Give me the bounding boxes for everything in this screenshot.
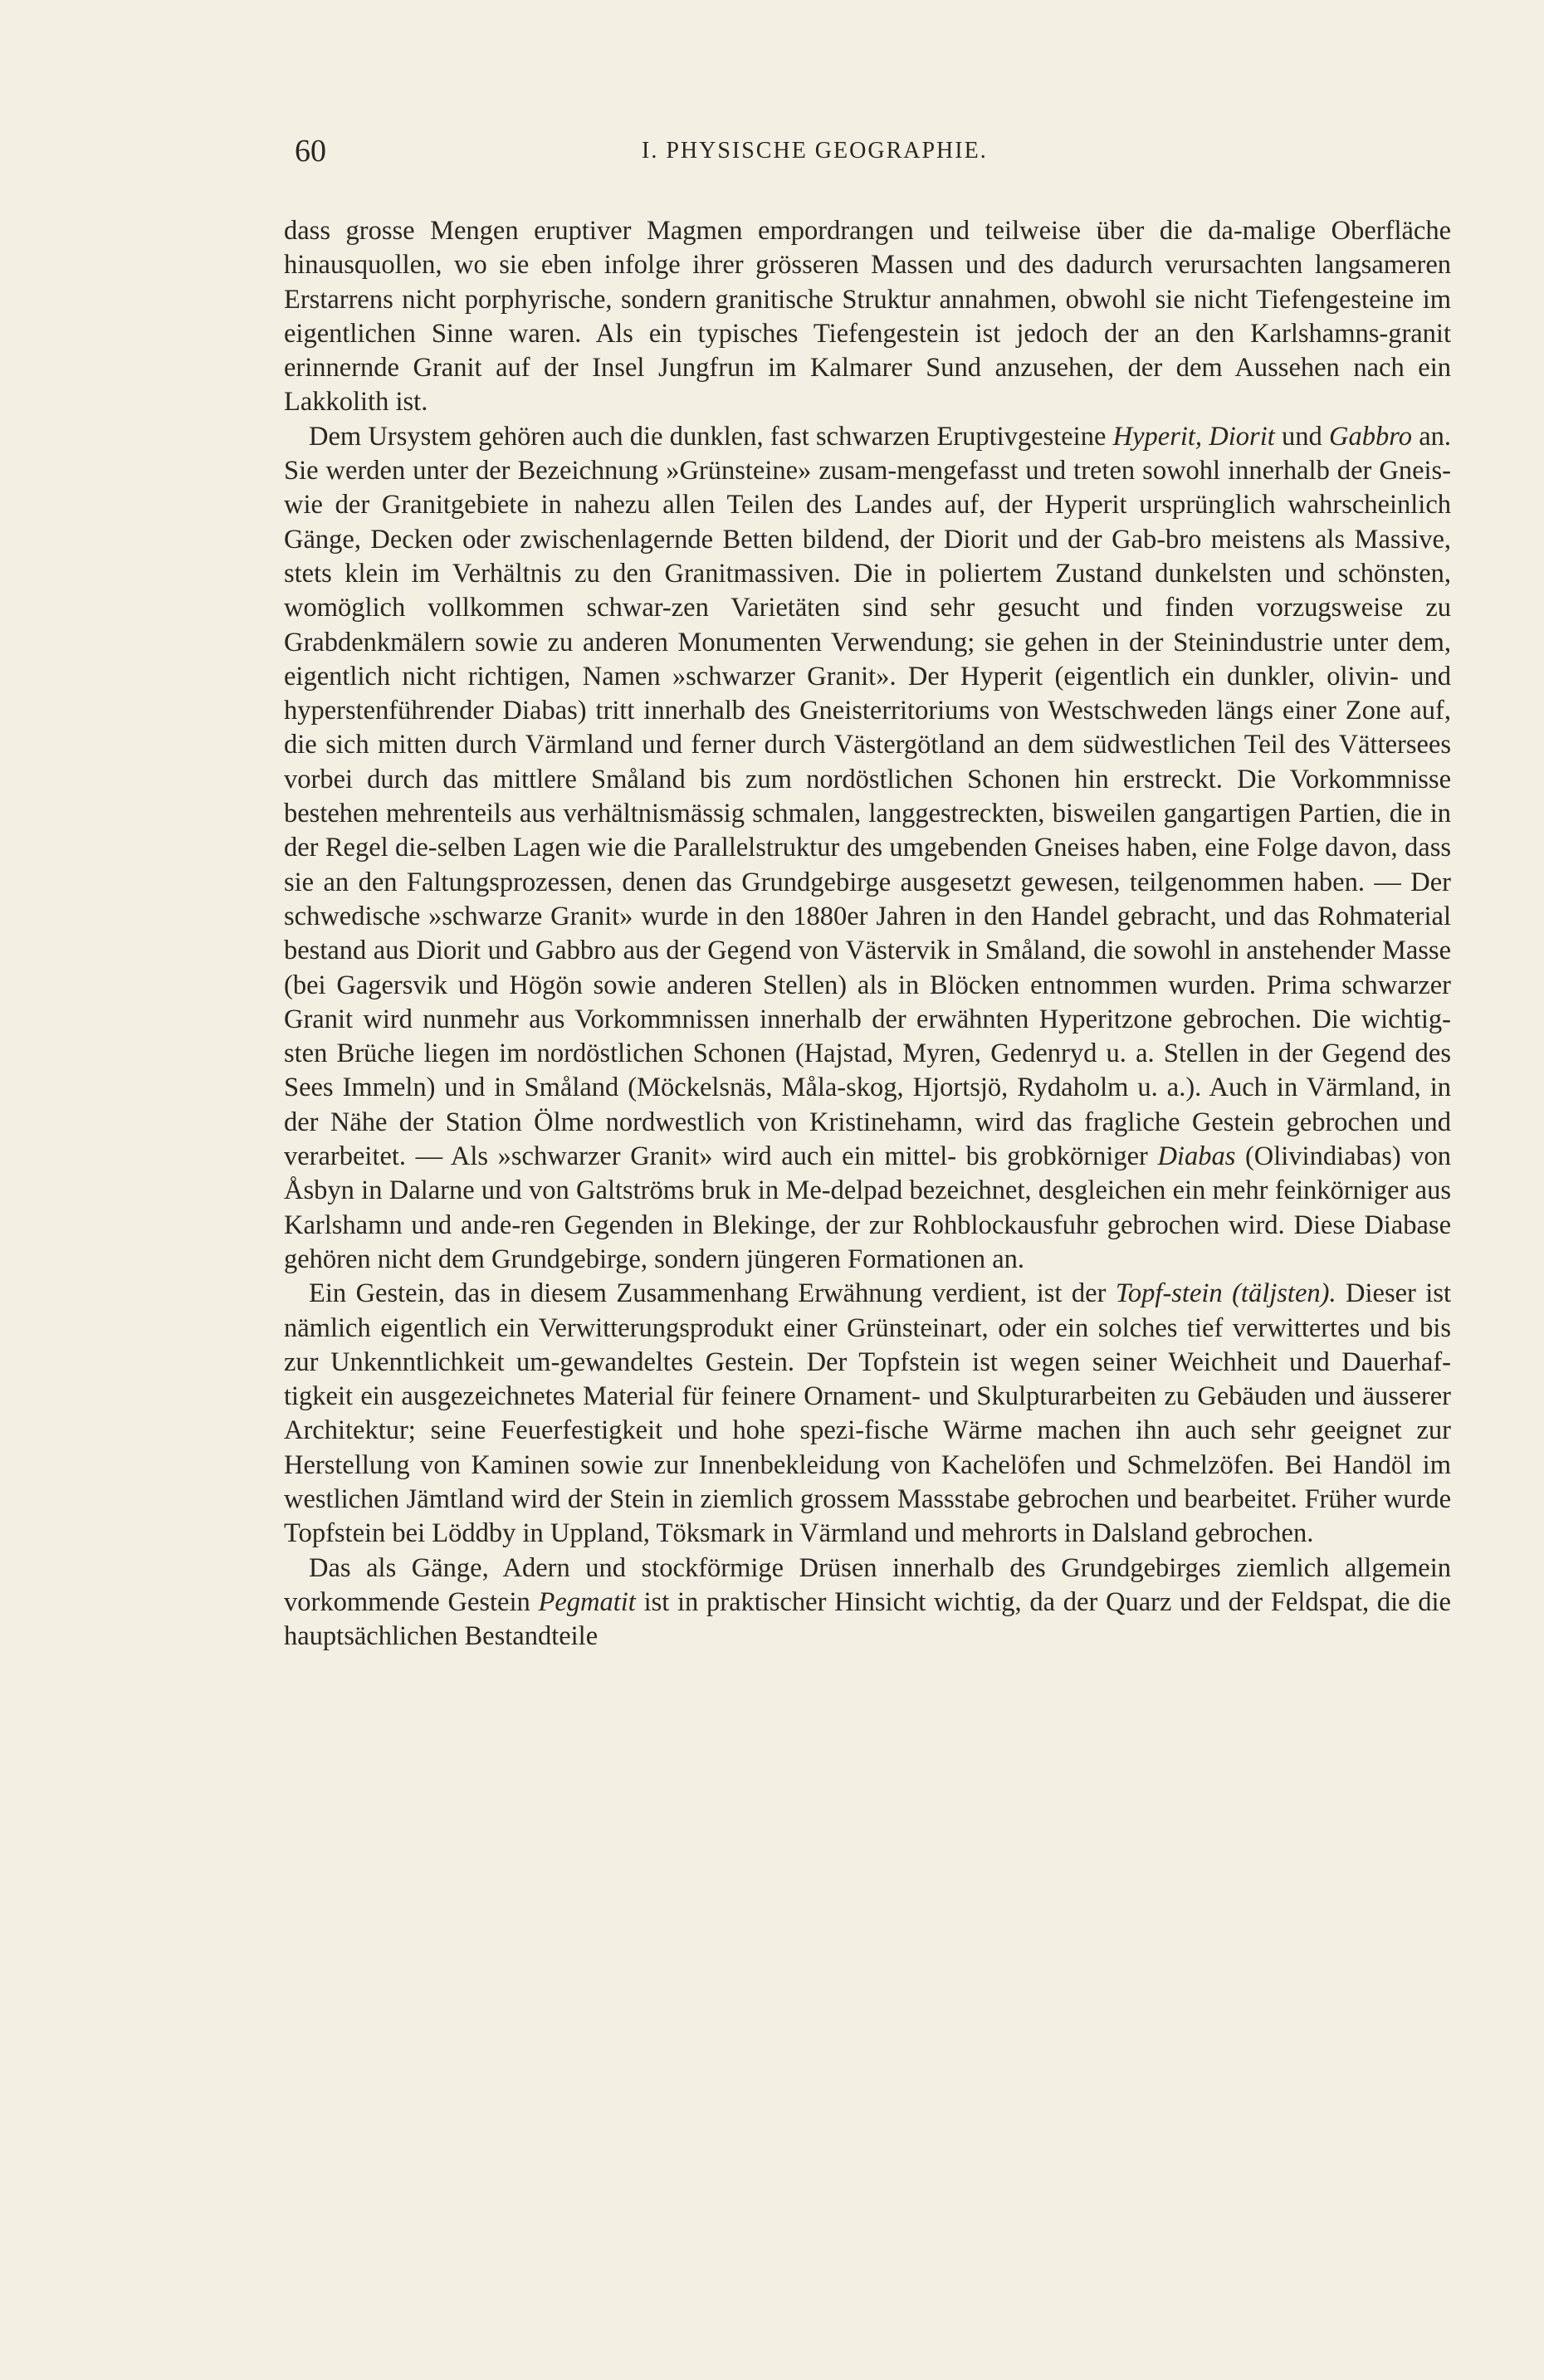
- paragraph: [284, 420, 1451, 1277]
- italic-term: Pegmatit: [538, 1586, 636, 1617]
- text-run: Dem Ursystem gehören auch die dunklen, fast schwarzen Eruptivgesteine: [309, 421, 1113, 452]
- page-number: 60: [295, 134, 326, 169]
- italic-term: Gabbro: [1329, 421, 1412, 452]
- text-run: Dieser ist nämlich eigentlich ein Verwitterungsprodukt einer Grünsteinart, oder ein solches tief verwittertes und bis zur Unkenntlichkeit um-gewandeltes Gestein. Der Topfstein ist wegen seiner Weichheit und Dauerhaf-tigkeit ein ausgezeichnetes Material für feinere Ornament- und Skulpturarbeiten zu Gebäuden und äusserer Architektur; seine Feuerfestigkeit und hohe spezi-fische Wärme machen ihn auch sehr geeignet zur Herstellung von Kaminen sowie zur Innenbekleidung von Kachelöfen und Schmelzöfen. Bei Handöl im westlichen Jämtland wird der Stein in ziemlich grossem Massstabe gebrochen und bearbeitet. Früher wurde Topfstein bei Löddby in Uppland, Töksmark in Värmland und mehrorts in Dalsland gebrochen.: [284, 1278, 1451, 1549]
- italic-term: Hyperit,: [1112, 421, 1203, 452]
- text-run: Ein Gestein, das in diesem Zusammenhang Erwähnung verdient, ist der: [309, 1278, 1116, 1309]
- text-run: und: [1274, 421, 1330, 452]
- italic-term: Diabas: [1157, 1141, 1236, 1172]
- text-run: an. Sie werden unter der Bezeichnung »Grünsteine» zusam-mengefasst und treten sowohl innerhalb der Gneis- wie der Granitgebiete in nahezu allen Teilen des Landes auf, der Hyperit ursprünglich wahrscheinlich Gänge, Decken oder zwischenlagernde Betten bildend, der Diorit und der Gab-bro meistens als Massive, stets klein im Verhältnis zu den Granitmassiven. Die in poliertem Zustand dunkelsten und schönsten, womöglich vollkommen schwar-zen Varietäten sind sehr gesucht und finden vorzugsweise zu Grabdenkmälern sowie zu anderen Monumenten Verwendung; sie gehen in der Steinindustrie unter dem, eigentlich nicht richtigen, Namen »schwarzer Granit». Der Hyperit (eigentlich ein dunkler, olivin- und hyperstenführender Diabas) tritt innerhalb des Gneisterritoriums von Westschweden längs einer Zone auf, die sich mitten durch Värmland und ferner durch Västergötland an dem südwestlichen Teil des Vättersees vorbei durch das mittlere Småland bis zum nordöstlichen Schonen hin erstreckt. Die Vorkommnisse bestehen mehrenteils aus verhältnismässig schmalen, langgestreckten, bisweilen gangartigen Partien, die in der Regel die-selben Lagen wie die Parallelstruktur des umgebenden Gneises haben, eine Folge davon, dass sie an den Faltungsprozessen, denen das Grundgebirge ausgesetzt gewesen, teilgenommen haben. — Der schwedische »schwarze Granit» wurde in den 1880er Jahren in den Handel gebracht, und das Rohmaterial bestand aus Diorit und Gabbro aus der Gegend von Västervik in Småland, die sowohl in anstehender Masse (bei Gagersvik und Högön sowie anderen Stellen) als in Blöcken entnommen wurden. Prima schwarzer Granit wird nunmehr aus Vorkommnissen innerhalb der erwähnten Hyperitzone gebrochen. Die wichtig-sten Brüche liegen im nordöstlichen Schonen (Hajstad, Myren, Gedenryd u. a. Stellen in der Gegend des Sees Immeln) und in Småland (Möckelsnäs, Måla-skog, Hjortsjö, Rydaholm u. a.). Auch in Värmland, in der Nähe der Station Ölme nordwestlich von Kristinehamn, wird das fragliche Gestein gebrochen und verarbeitet. — Als »schwarzer Granit» wird auch ein mittel- bis grobkörniger: [284, 421, 1452, 1172]
- italic-term: Diorit: [1209, 421, 1275, 452]
- page-header: [295, 133, 1457, 183]
- running-head: I. PHYSISCHE GEOGRAPHIE.: [642, 138, 988, 164]
- paragraph: [284, 1552, 1451, 1654]
- body-text: [284, 214, 1451, 1654]
- text-run: ist in praktischer Hinsicht wichtig, da der Quarz und der Feldspat, die die hauptsächlichen Bestandteile: [284, 1586, 1451, 1652]
- text-run: dass grosse Mengen eruptiver Magmen empordrangen und teilweise über die da-malige Oberfläche hinausquollen, wo sie eben infolge ihrer grösseren Massen und des dadurch verursachten langsameren Erstarrens nicht porphyrische, sondern granitische Struktur annahmen, obwohl sie nicht Tiefengesteine im eigentlichen Sinne waren. Als ein typisches Tiefengestein ist jedoch der an den Karlshamns-granit erinnernde Granit auf der Insel Jungfrun im Kalmarer Sund anzusehen, der dem Aussehen nach ein Lakkolith ist.: [284, 216, 1451, 418]
- paragraph: [284, 214, 1451, 420]
- italic-term: Topf-stein (täljsten).: [1115, 1278, 1336, 1309]
- text-run: Das als Gänge, Adern und stockförmige Drüsen innerhalb des Grundgebirges ziemlich allgemein vorkommende Gestein: [284, 1552, 1451, 1617]
- paragraph: [284, 1277, 1451, 1551]
- text-run: (Olivindiabas) von Åsbyn in Dalarne und von Galtströms bruk in Me-delpad bezeichnet, desgleichen ein mehr feinkörniger aus Karlshamn und ande-ren Gegenden in Blekinge, der zur Rohblockausfuhr gebrochen wird. Diese Diabase gehören nicht dem Grundgebirge, sondern jüngeren Formationen an.: [284, 1141, 1452, 1274]
